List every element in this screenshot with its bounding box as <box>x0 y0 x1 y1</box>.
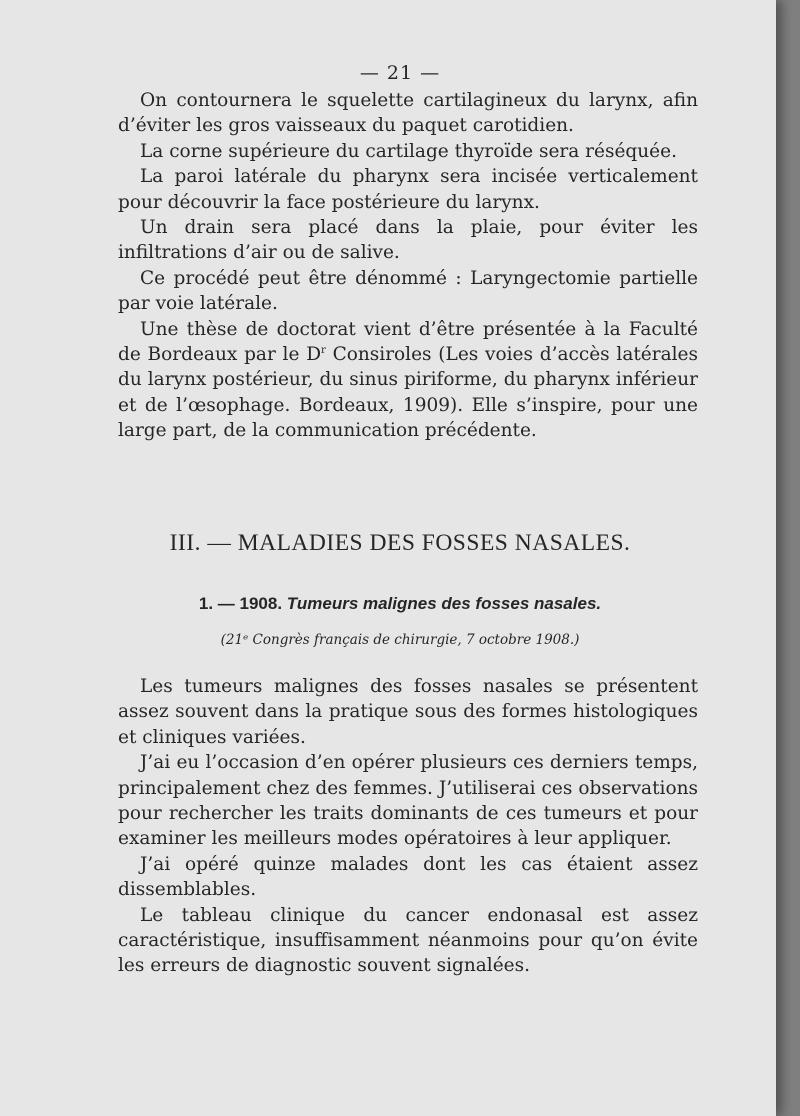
bottom-text-block <box>118 674 698 979</box>
paragraph: On contournera le squelette cartilagineux du larynx, afin d’éviter les gros vaisseaux du paquet carotidien. <box>118 90 698 137</box>
citation: (21ᵉ Congrès français de chirurgie, 7 octobre 1908.) <box>220 632 580 648</box>
paragraph: Le tableau clinique du cancer endonasal est assez caractéristique, insuffisamment néanmoins pour qu’on évite les erreurs de diagnostic souvent signalées. <box>118 904 698 977</box>
top-text-block <box>118 88 698 444</box>
subheading-title: Tumeurs malignes des fosses nasales. <box>286 594 602 613</box>
thesis-text-before: Une thèse de doctorat vient d’être présentée à la Faculté de Bordeaux par le D <box>118 318 698 366</box>
paragraph: Les tumeurs malignes des fosses nasales se présentent assez souvent dans la pratique sous des formes histologiques et cliniques variées. <box>118 676 698 748</box>
paragraph: La paroi latérale du pharynx sera incisée verticalement pour découvrir la face postérieure du larynx. <box>118 166 698 213</box>
thesis-superscript: r <box>321 344 326 356</box>
paragraph: Un drain sera placé dans la plaie, pour éviter les infiltrations d’air ou de salive. <box>118 217 698 264</box>
thesis-paragraph <box>118 317 698 444</box>
subheading-number: 1. — 1908. <box>198 594 283 613</box>
paragraph: J’ai eu l’occasion d’en opérer plusieurs ces derniers temps, principalement chez des femmes. J’utiliserai ces observations pour rechercher les traits dominants de ces tumeurs et pour examiner les meilleurs modes opératoires à leur appliquer. <box>118 752 698 850</box>
paragraph: J’ai opéré quinze malades dont les cas étaient assez dissemblables. <box>118 853 698 901</box>
subheading <box>0 594 800 614</box>
thesis-text-after: Consiroles (Les voies d’accès latérales du larynx postérieur, du sinus piriforme, du pharynx inférieur et de l’œsophage. Bordeaux, 1909). Elle s’inspire, pour une large part, de la communication précédente. <box>118 344 698 442</box>
page-number: — 21 — <box>359 62 441 84</box>
paragraph: La corne supérieure du cartilage thyroïde sera réséquée. <box>140 140 677 162</box>
paragraph: Ce procédé peut être dénommé : Laryngectomie partielle par voie latérale. <box>118 267 698 315</box>
section-heading: III. — MALADIES DES FOSSES NASALES. <box>169 530 631 556</box>
